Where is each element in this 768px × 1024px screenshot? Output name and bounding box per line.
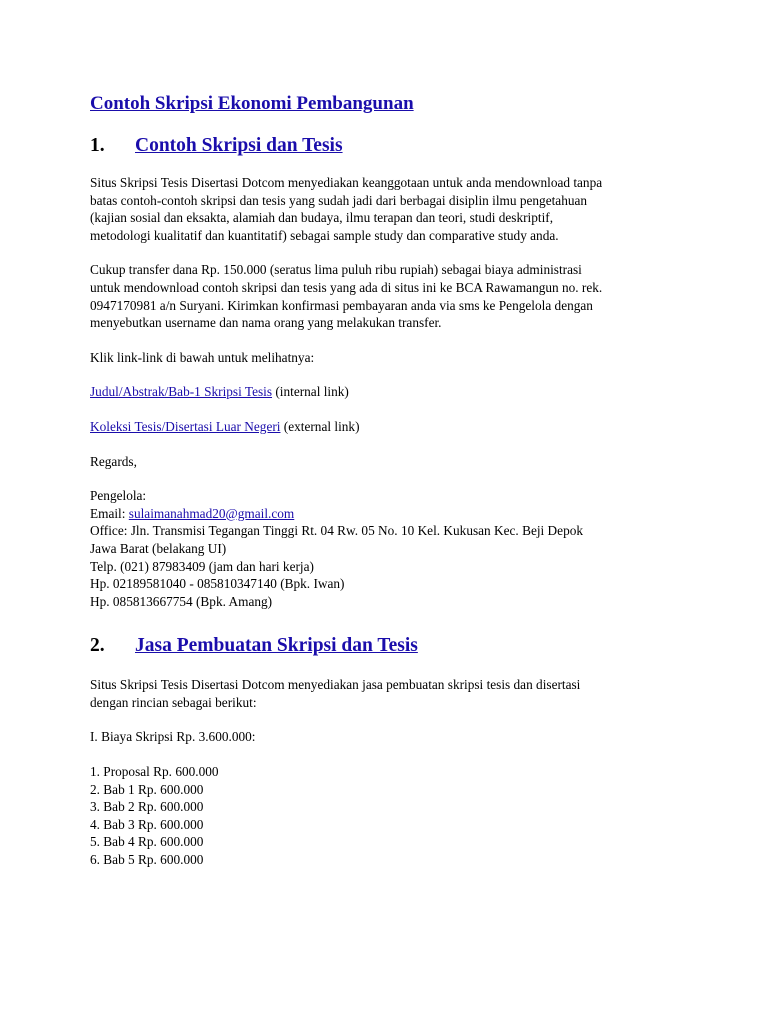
contact-label: Pengelola: (90, 488, 147, 504)
section-heading-2 (90, 632, 690, 660)
section-number-1: 1. (90, 135, 105, 156)
text-line: untuk mendownload contoh skripsi dan tesis yang ada di situs ini ke BCA Rawamangun no. rek. (90, 279, 603, 295)
external-link-suffix: (external link) (280, 418, 360, 434)
section1-paragraph-2 (90, 261, 690, 331)
text-line: batas contoh-contoh skripsi dan tesis yang sudah jadi dari berbagai disiplin ilmu pengetahuan (90, 192, 588, 208)
internal-link-suffix: (internal link) (272, 384, 349, 400)
cost-list (90, 763, 690, 869)
external-link-line (90, 418, 690, 436)
telp-line: Telp. (021) 87983409 (jam dan hari kerja) (90, 558, 314, 574)
regards-text: Regards, (90, 453, 137, 469)
document-content (90, 88, 690, 869)
section-heading-1 (90, 132, 690, 160)
contact-block (90, 487, 690, 610)
section-heading-1-link[interactable]: Contoh Skripsi dan Tesis (135, 135, 343, 156)
list-item: 6. Bab 5 Rp. 600.000 (90, 852, 204, 868)
text-line: Situs Skripsi Tesis Disertasi Dotcom menyediakan keanggotaan untuk anda mendownload tanpa (90, 175, 603, 190)
internal-link[interactable]: Judul/Abstrak/Bab-1 Skripsi Tesis (90, 384, 273, 400)
office-line: Jawa Barat (belakang UI) (90, 540, 227, 556)
list-item: 5. Bab 4 Rp. 600.000 (90, 834, 204, 850)
email-link[interactable]: sulaimanahmad20@gmail.com (128, 505, 295, 521)
list-item: 1. Proposal Rp. 600.000 (90, 764, 219, 780)
text-line: menyebutkan username dan nama orang yang melakukan transfer. (90, 315, 442, 331)
office-line: Office: Jln. Transmisi Tegangan Tinggi Rt. 04 Rw. 05 No. 10 Kel. Kukusan Kec. Beji Depok (90, 523, 584, 539)
section-heading-2-link[interactable]: Jasa Pembuatan Skripsi dan Tesis (135, 635, 418, 657)
text-line: dengan rincian sebagai berikut: (90, 694, 257, 710)
external-link[interactable]: Koleksi Tesis/Disertasi Luar Negeri (90, 418, 281, 434)
document-title[interactable] (90, 88, 690, 120)
list-item: 4. Bab 3 Rp. 600.000 (90, 816, 204, 832)
text-line: 0947170981 a/n Suryani. Kirimkan konfirmasi pembayaran anda via sms ke Pengelola dengan (90, 297, 593, 313)
list-item: 3. Bab 2 Rp. 600.000 (90, 799, 204, 815)
section1-paragraph-1 (90, 174, 690, 244)
text-line: metodologi kualitatif dan kuantitatif) sebagai sample study dan comparative study anda. (90, 227, 559, 243)
document-title-link[interactable]: Contoh Skripsi Ekonomi Pembangunan (90, 93, 414, 114)
section-number-2: 2. (90, 635, 105, 657)
text-line: (kajian sosial dan eksakta, alamiah dan budaya, ilmu terapan dan teori, studi deskriptif, (90, 210, 554, 226)
email-label: Email: (90, 505, 129, 521)
hp-line: Hp. 085813667754 (Bpk. Amang) (90, 593, 273, 609)
cost-title: I. Biaya Skripsi Rp. 3.600.000: (90, 729, 256, 745)
hp-line: Hp. 02189581040 - 085810347140 (Bpk. Iwan) (90, 576, 345, 592)
text-line: Cukup transfer dana Rp. 150.000 (seratus lima puluh ribu rupiah) sebagai biaya administrasi (90, 262, 582, 278)
section1-paragraph-3: Klik link-link di bawah untuk melihatnya: (90, 349, 315, 365)
internal-link-line (90, 383, 690, 401)
text-line: Situs Skripsi Tesis Disertasi Dotcom menyediakan jasa pembuatan skripsi tesis dan disertasi (90, 677, 581, 693)
email-line (90, 505, 690, 523)
list-item: 2. Bab 1 Rp. 600.000 (90, 781, 204, 797)
section2-intro (90, 676, 690, 711)
